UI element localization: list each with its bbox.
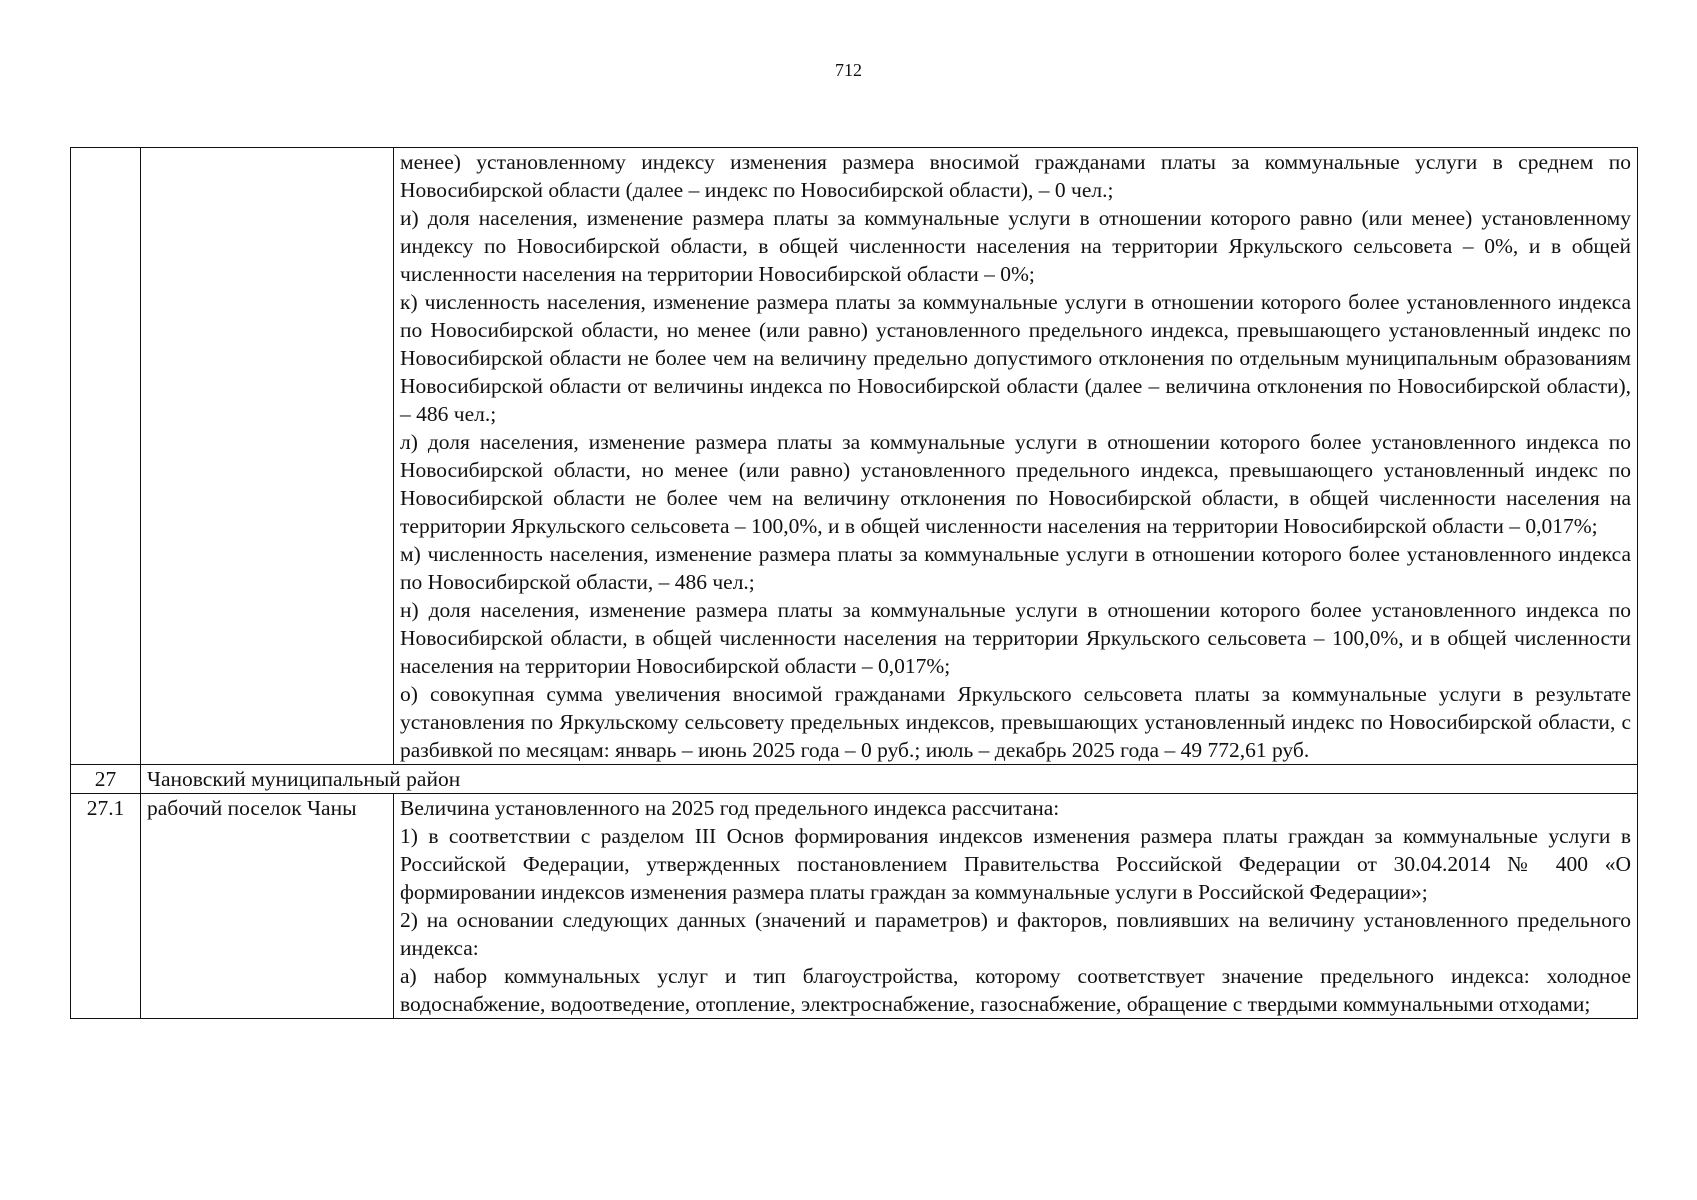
table-row: [71, 794, 1638, 1019]
municipality-name-cell: [141, 148, 394, 765]
municipality-name-cell: рабочий поселок Чаны: [141, 794, 394, 1019]
paragraph: 2) на основании следующих данных (значений и параметров) и факторов, повлиявших на величину установленного предельного индекса:: [400, 908, 1631, 960]
paragraph: о) совокупная сумма увеличения вносимой гражданами Яркульского сельсовета платы за коммунальные услуги в результате установления по Яркульскому сельсовету предельных индексов, превышающих установленный индекс по Новосибирской области, с разбивкой по месяцам: январь – июнь 2025 года – 0 руб.; июль – декабрь 2025 года – 49 772,61 руб.: [400, 682, 1631, 762]
description-cell: [394, 148, 1638, 765]
paragraph: м) численность населения, изменение размера платы за коммунальные услуги в отношении которого более установленного индекса по Новосибирской области, – 486 чел.;: [400, 542, 1631, 594]
description-cell: [394, 794, 1638, 1019]
row-number-cell: 27.1: [71, 794, 141, 1019]
paragraph: а) набор коммунальных услуг и тип благоустройства, которому соответствует значение предельного индекса: холодное водоснабжение, водоотведение, отопление, электроснабжение, газоснабжение, обращение с твердыми коммунальными отходами;: [400, 964, 1631, 1016]
table-row: [71, 765, 1638, 794]
paragraph: л) доля населения, изменение размера платы за коммунальные услуги в отношении которого более установленного индекса по Новосибирской области, но менее (или равно) установленного предельного индекса, превышающего установленный индекс по Новосибирской области не более чем на величину отклонения по Новосибирской области, в общей численности населения на территории Яркульского сельсовета – 100,0%, и в общей численности населения на территории Новосибирской области – 0,017%;: [400, 430, 1631, 538]
table-row: [71, 148, 1638, 765]
district-name-cell: Чановский муниципальный район: [141, 765, 1638, 794]
paragraph: н) доля населения, изменение размера платы за коммунальные услуги в отношении которого более установленного индекса по Новосибирской области, в общей численности населения на территории Яркульского сельсовета – 100,0%, и в общей численности населения на территории Новосибирской области – 0,017%;: [400, 598, 1631, 678]
paragraph: менее) установленному индексу изменения размера вносимой гражданами платы за коммунальные услуги в среднем по Новосибирской области (далее – индекс по Новосибирской области), – 0 чел.;: [400, 150, 1631, 202]
page-number: 712: [835, 60, 862, 80]
paragraph: Величина установленного на 2025 год предельного индекса рассчитана:: [400, 796, 1060, 820]
paragraph: к) численность населения, изменение размера платы за коммунальные услуги в отношении которого более установленного индекса по Новосибирской области, но менее (или равно) установленного предельного индекса, превышающего установленный индекс по Новосибирской области не более чем на величину предельно допустимого отклонения по отдельным муниципальным образованиям Новосибирской области от величины индекса по Новосибирской области (далее – величина отклонения по Новосибирской области), – 486 чел.;: [400, 290, 1631, 426]
paragraph: 1) в соответствии с разделом III Основ формирования индексов изменения размера платы граждан за коммунальные услуги в Российской Федерации, утвержденных постановлением Правительства Российской Федерации от 30.04.2014 № 400 «О формировании индексов изменения размера платы граждан за коммунальные услуги в Российской Федерации»;: [400, 824, 1631, 904]
document-table: [70, 147, 1638, 1019]
paragraph: и) доля населения, изменение размера платы за коммунальные услуги в отношении которого равно (или менее) установленному индексу по Новосибирской области, в общей численности населения на территории Яркульского сельсовета – 0%, и в общей численности населения на территории Новосибирской области – 0%;: [400, 206, 1631, 286]
row-number-cell: 27: [71, 765, 141, 794]
row-number-cell: [71, 148, 141, 765]
